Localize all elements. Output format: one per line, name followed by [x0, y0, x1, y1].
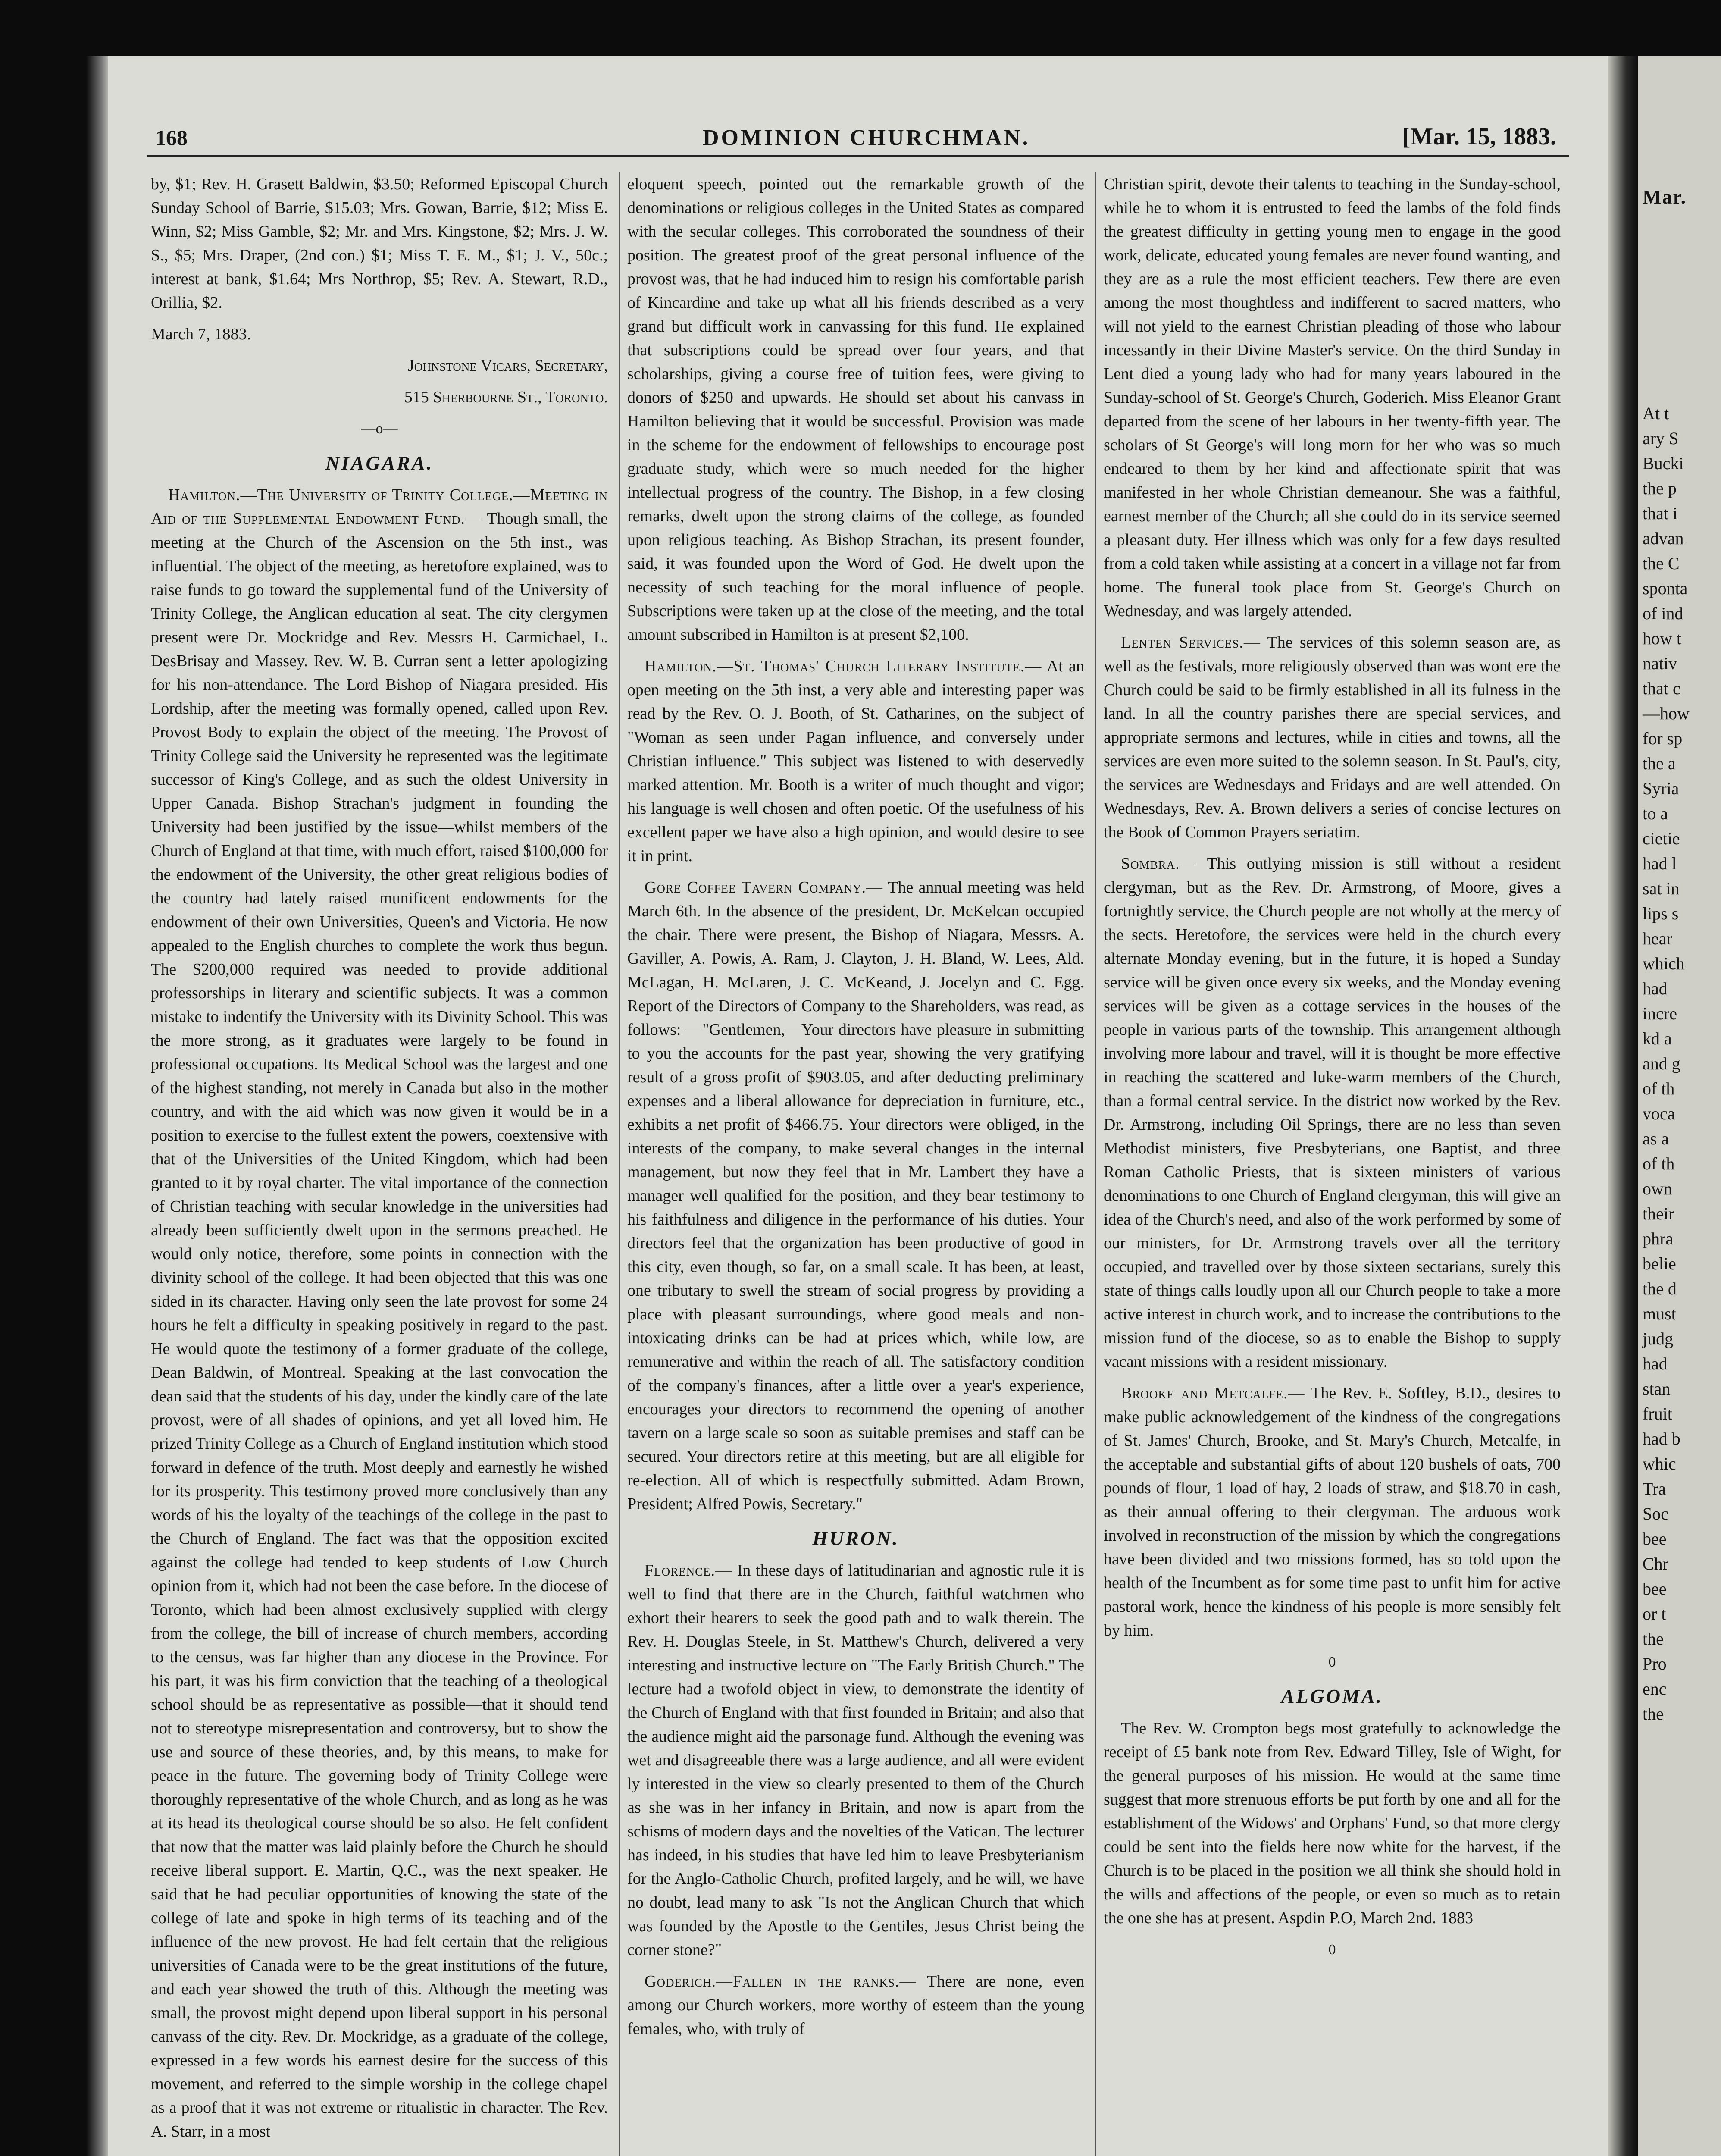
- article-body: In these days of latitudinarian and agnostic rule it is well to find that there are in the Church, faithful watchmen who exhort their hearers to seek the good path and to walk therein. The Rev. H. Douglas Steele, in St. Matthew's Church, delivered a very interesting and instructive lecture on "The Early British Church." The lecture had a twofold object in view, to demonstrate the identity of the Church of England with that first founded in Britain; and also that the audience might aid the parsonage fund. Although the evening was wet and disagreeable there was a large audience, and all were evident ly interested in the view so clearly presented to them of the Church as she was in her infancy in Britain, and now is apart from the schisms of modern days and the novelties of the Vatican. The lecturer has indeed, in his studies that have led him to leave Presbyterianism for the Anglo-Catholic Church, profited largely, and he will, we have no doubt, lead many to ask "Is not the Anglican Church that which was founded by the Apostle to the Gentiles, Jesus Christ being the corner stone?": [627, 1561, 1084, 1959]
- article-body: The Rev. E. Softley, B.D., desires to make public acknowledgement of the kindness of the congregations of St. James' Church, Brooke, and St. Mary's Church, Metcalfe, in the acceptable and substantial gifts of about 120 bushels of oats, 700 pounds of flour, 1 load of hay, 2 loads of straw, and $18.70 in cash, as their annual offering to their clergyman. The arduous work involved in reconstruction of the mission by which the congregations have been divided and two missions formed, has so told upon the health of the Incumbent as for some time past to unfit him for active pastoral work, hence the kindness of his people is more sensibly felt by him.: [1104, 1384, 1561, 1639]
- article-lead: Lenten Services.—: [1121, 633, 1261, 652]
- article-body: The annual meeting was held March 6th. In the absence of the president, Dr. McKelcan occupied the chair. There were present, the Bishop of Niagara, Messrs. A. Gaviller, A. Powis, A. Ram, J. Clayton, J. H. Bland, W. Lees, Ald. McLagan, H. McLaren, J. C. McKeand, J. Jocelyn and C. Egg. Report of the Directors of Company to the Shareholders, was read, as follows: —"Gentlemen,—Your directors have pleasure in submitting to you the accounts for the past year, showing the very gratifying result of a gross profit of $903.05, and after deducting preliminary expenses and a liberal allowance for depreciation in furniture, etc., exhibits a net profit of $466.75. Your directors were obliged, in the interests of the company, to make several changes in the internal management, but now they feel that in Mr. Lambert they have a manager well qualified for the position, and they bear testimony to his faithfulness and diligence in the performance of his duties. Your directors feel that the organization has been productive of good in this city, even though, so far, on a small scale. It has been, at least, one tributary to swell the stream of social progress by providing a place with pleasant surroundings, where good meals and non-intoxicating drinks can be had at prices which, while low, are remunerative and within the reach of all. The satisfactory condition of the company's finances, after a little over a year's experience, encourages your directors to recommend the opening of another tavern on a large scale so soon as suitable premises and staff can be secured. Your directors retire at this meeting, but are all eligible for re-election. All of which is respectfully submitted. Adam Brown, President; Alfred Powis, Secretary.": [627, 878, 1084, 1513]
- article-lead: Sombra.—: [1121, 855, 1197, 873]
- article-lead: Hamilton.—St. Thomas' Church Literary Institute.—: [645, 657, 1042, 675]
- adjacent-page-fragment: [1638, 56, 1721, 2156]
- article-florence: [627, 1559, 1084, 1962]
- article-goderich: [627, 1970, 1084, 2041]
- column-1: [151, 172, 608, 2156]
- separator: —o—: [361, 421, 398, 437]
- newspaper-page: [108, 56, 1630, 2156]
- masthead-title: DOMINION CHURCHMAN.: [703, 125, 1030, 150]
- article-body: This outlying mission is still without a resident clergyman, but as the Rev. Dr. Armstrong, of Moore, gives a fortnightly service, the Church people are not wholly at the mercy of the sects. Heretofore, the services were held in the church every alternate Monday evening, but in the future, it is hoped a Sunday service will be given once every six weeks, and the Monday evening services will be given as a cottage services in the houses of the people in various parts of the township. This arrangement although involving more labour and travel, will it is thought be more effective in reaching the scattered and luke-warm members of the Church, than a formal central service. In the district now worked by the Rev. Dr. Armstrong, including Oil Springs, there are no less than seven Methodist ministers, five Presbyterians, one Baptist, and three Roman Catholic Priests, that is sixteen ministers of various denominations to one Church of England clergyman, this will give an idea of the Church's need, and also of the work performed by some of our ministers, for Dr. Armstrong travels over all the territory occupied, and travelled over by those sixteen sectarians, surely this state of things calls loudly upon all our Church people to take a more active interest in church work, and to increase the contributions to the mission fund of the diocese, so as to enable the Bishop to supply vacant missions with a resident missionary.: [1104, 855, 1561, 1371]
- article-body: The services of this solemn season are, as well as the festivals, more religiously observed than was wont ere the Church could be said to be firmly established in all its fulness in the land. In all the country parishes there are special services, and appropriate sermons and lectures, while in cities and towns, all the services are even more suited to the solemn season. In St. Paul's, city, the services are Wednesdays and Fridays and are well attended. On Wednesdays, Rev. A. Brown delivers a series of concise lectures on the Book of Common Prayers seriatim.: [1104, 633, 1561, 841]
- article-brooke-metcalfe: [1104, 1382, 1561, 1642]
- column-rule: [1095, 172, 1096, 2156]
- article-lead: Brooke and Metcalfe.—: [1121, 1384, 1305, 1402]
- page-number: 168: [155, 125, 188, 150]
- adjacent-page-header: Mar.: [1643, 186, 1687, 208]
- book-gutter: [1608, 56, 1638, 2156]
- article-body: eloquent speech, pointed out the remarkable growth of the denominations or religious colleges in the United States as compared with the secular colleges. This corroborated the soundness of their position. The greatest proof of the great personal influence of the provost was, that he had induced him to resign his comfortable parish of Kincardine and take up what all his friends described as a very grand but difficult work in canvassing for this fund. He explained that subscriptions could be spread over four years, and that scholarships, giving a course free of tuition fees, were giving to donors of $250 and upwards. He should set about his canvass in Hamilton believing that it would be successful. Provision was made in the scheme for the endowment of fellowships to encourage post graduate study, which were so much needed for the higher intellectual progress of the country. The Bishop, in a few closing remarks, dwelt upon the strong claims of the college, as founded upon religious teaching. As Bishop Strachan, its present founder, said, it was founded upon the Word of God. He dwelt upon the necessity of such teaching for the moral influence of people. Subscriptions were taken up at the close of the meeting, and the total amount subscribed in Hamilton is at present $2,100.: [627, 175, 1084, 644]
- subscription-list: by, $1; Rev. H. Grasett Baldwin, $3.50; Reformed Episcopal Church Sunday School of Barrie, $15.03; Mrs. Gowan, Barrie, $12; Miss E. Winn, $2; Miss Gamble, $2; Mr. and Mrs. Kingstone, $2; Mrs. J. W. S., $5; Mrs. Draper, (2nd con.) $1; Miss T. E. M., $1; J. V., 50c.; interest at bank, $1.64; Mrs Northrop, $5; Rev. A. Stewart, R.D., Orillia, $2.: [151, 175, 608, 312]
- article-gore-coffee: [627, 876, 1084, 1516]
- article-hamilton-trinity: [151, 483, 608, 2143]
- signature-name: Johnstone Vicars, Secretary,: [407, 357, 608, 375]
- article-lead: Hamilton.—The University of Trinity College.—Meeting in Aid of the Supplemental Endowment Fund.—: [151, 486, 608, 528]
- article-body: Though small, the meeting at the Church of the Ascension on the 5th inst., was influential. The object of the meeting, as heretofore explained, was to raise funds to go toward the supplemental fund of the University of Trinity College, the Anglican education al seat. The city clergymen present were Dr. Mockridge and Rev. Messrs H. Carmichael, L. DesBrisay and Massey. Rev. W. B. Curran sent a letter apologizing for his non-attendance. The Lord Bishop of Niagara presided. His Lordship, after the meeting was formally opened, called upon Rev. Provost Body to explain the object of the meeting. The Provost of Trinity College said the University he represented was the legitimate successor of King's College, and as such the oldest University in Upper Canada. Bishop Strachan's judgment in founding the University had been justified by the issue—whilst members of the Church of England at that time, with much effort, raised $100,000 for the endowment of the University, the other great religious bodies of the country had lately raised munificent endowments for the endowment of their own Universities, Queen's and Victoria. He now appealed to the English churches to complete the work thus begun. The $200,000 required was needed to provide additional professorships in literary and scientific subjects. It was a common mistake to indentify the University with its Divinity School. This was the more strong, as it graduates were largely to be found in professional occupations. Its Medical School was the largest and one of the highest standing, not merely in Canada but also in the mother country, and with the aid which was now given it would be in a position to exercise to the fullest extent the powers, coextensive with that of the Universities of the United Kingdom, which had been granted to it by royal charter. The vital importance of the connection of Christian teaching with secular knowledge in the universities had already been sufficiently dwelt upon in the sermons preached. He would only notice, therefore, some points in connection with the divinity school of the college. It had been objected that this was one sided in its character. Having only seen the late provost for some 24 hours he felt a difficulty in speaking positively in regard to the past. He would quote the testimony of a former graduate of the college, Dean Baldwin, of Montreal. Speaking at the last convocation the dean said that the students of his day, under the kindly care of the late provost, were of all shades of opinions, and yet all loved him. He prized Trinity College as a Church of England institution which stood forward in defence of the truth. Most deeply and earnestly he wished for its prosperity. This testimony proved more conclusively than any words of his the loyalty of the teachings of the college in the past to the Church of England. The fact was that the opposition excited against the college had tended to keep students of Low Church opinion from it, which had not been the case before. In the diocese of Toronto, which had been almost exclusively supplied with clergy from the college, the bill of increase of church members, according to the census, was far higher than any diocese in the Province. For his part, it was his firm conviction that the teaching of a theological school should be as representative as possible—that it should tend not to stereotype misrepresentation and controversy, but to show the use and source of these theories, and, by this means, to make for peace in the future. The governing body of Trinity College were thoroughly representative of the whole Church, and as long as he was at its head its theological course should be so also. He felt confident that now that the matter was laid plainly before the Church he should receive liberal support. E. Martin, Q.C., was the next speaker. He said that he had peculiar opportunities of knowing the state of the college of late and spoke in high terms of its teaching and of the influence of the new provost. He had felt certain that the religious universities of Canada were to be the great institutions of the future, and each year showed the truth of this. Although the meeting was small, the provost might depend upon liberal support in his personal canvass of the city. Rev. Dr. Mockridge, as a graduate of the college, expressed in a few words his earnest desire for the success of this movement, and referred to the simple worship in the college chapel as a proof that it was not extreme or ritualistic in character. The Rev. A. Starr, in a most: [151, 510, 608, 2140]
- column-2: [627, 172, 1084, 2156]
- article-lead: Florence.—: [645, 1561, 732, 1579]
- article-lenten: [1104, 631, 1561, 844]
- column-3: [1104, 172, 1561, 2156]
- separator: 0: [1328, 1942, 1336, 1958]
- section-heading-niagara: NIAGARA.: [325, 452, 434, 474]
- article-algoma: The Rev. W. Crompton begs most gratefully to acknowledge the receipt of £5 bank note from Rev. Edward Tilley, Isle of Wight, for the general purposes of his mission. He would at the same time suggest that more strenuous efforts be put forth by one and all for the establishment of the Widows' and Orphans' Fund, so that more clergy could be sent into the fields here now white for the harvest, if the Church is to be placed in the position we all think she should hold in the wills and affections of the people, or even so much as to retain the one she has at present. Aspdin P.O, March 2nd. 1883: [1104, 1719, 1561, 1927]
- article-lead: Goderich.—Fallen in the ranks.—: [645, 1972, 917, 1990]
- section-heading-algoma: ALGOMA.: [1281, 1685, 1383, 1707]
- article-sombra: [1104, 852, 1561, 1374]
- issue-date: [Mar. 15, 1883.: [1402, 123, 1556, 150]
- article-body: At an open meeting on the 5th inst, a very able and interesting paper was read by the Rev. O. J. Booth, of St. Catharines, on the subject of "Woman as seen under Pagan influence, and conversely under Christian influence." This subject was listened to with deservedly marked attention. Mr. Booth is a writer of much thought and vigor; his language is well chosen and often poetic. Of the usefulness of his excellent paper we have also a high opinion, and would desire to see it in print.: [627, 657, 1084, 865]
- section-heading-huron: HURON.: [812, 1527, 899, 1549]
- column-rule: [619, 172, 620, 2156]
- article-body: There are none, even among our Church workers, more worthy of esteem than the young females, who, with truly of: [627, 1972, 1084, 2038]
- signature-address: 515 Sherbourne St., Toronto.: [404, 388, 608, 406]
- page-header: [147, 121, 1569, 157]
- signature-date: March 7, 1883.: [151, 325, 251, 343]
- article-st-thomas: [627, 655, 1084, 868]
- adjacent-page-text: At t ary S Bucki the p that i advan the C sponta of ind how t nativ that c —how for sp the a Syria to a cietie had l sat in lips s hear which had incre kd a and g of th voca as a of th own their phra belie the d must judg had stan fruit had b whic Tra Soc bee Chr bee or t the Pro enc the: [1643, 404, 1690, 1724]
- separator: 0: [1328, 1654, 1336, 1670]
- article-lead: Gore Coffee Tavern Company.—: [645, 878, 883, 896]
- article-body: Christian spirit, devote their talents to teaching in the Sunday-school, while he to whom it is entrusted to feed the lambs of the fold finds the greatest difficulty in getting young men to engage in the good work, delicate, educated young females are never found wanting, and they are as a rule the most efficient teachers. Few there are even among the most thoughtless and indifferent to sacred matters, who will not yield to the earnest Christian pleading of those who labour incessantly in their Divine Master's service. On the third Sunday in Lent died a young lady who had for many years laboured in the Sunday-school of St. George's Church, Goderich. Miss Eleanor Grant departed from the scene of her labours in her twenty-fifth year. The scholars of St George's will long morn for her who was so much endeared to them by her kind and affectionate spirit that was manifested in her whole Christian demeanour. She was a faithful, earnest member of the Church; all she could do in its service seemed a pleasant duty. Her illness which was only for a few days resulted from a cold taken while assisting at a concert in a village not far from home. The funeral took place from St. George's Church on Wednesday, and was largely attended.: [1104, 175, 1561, 620]
